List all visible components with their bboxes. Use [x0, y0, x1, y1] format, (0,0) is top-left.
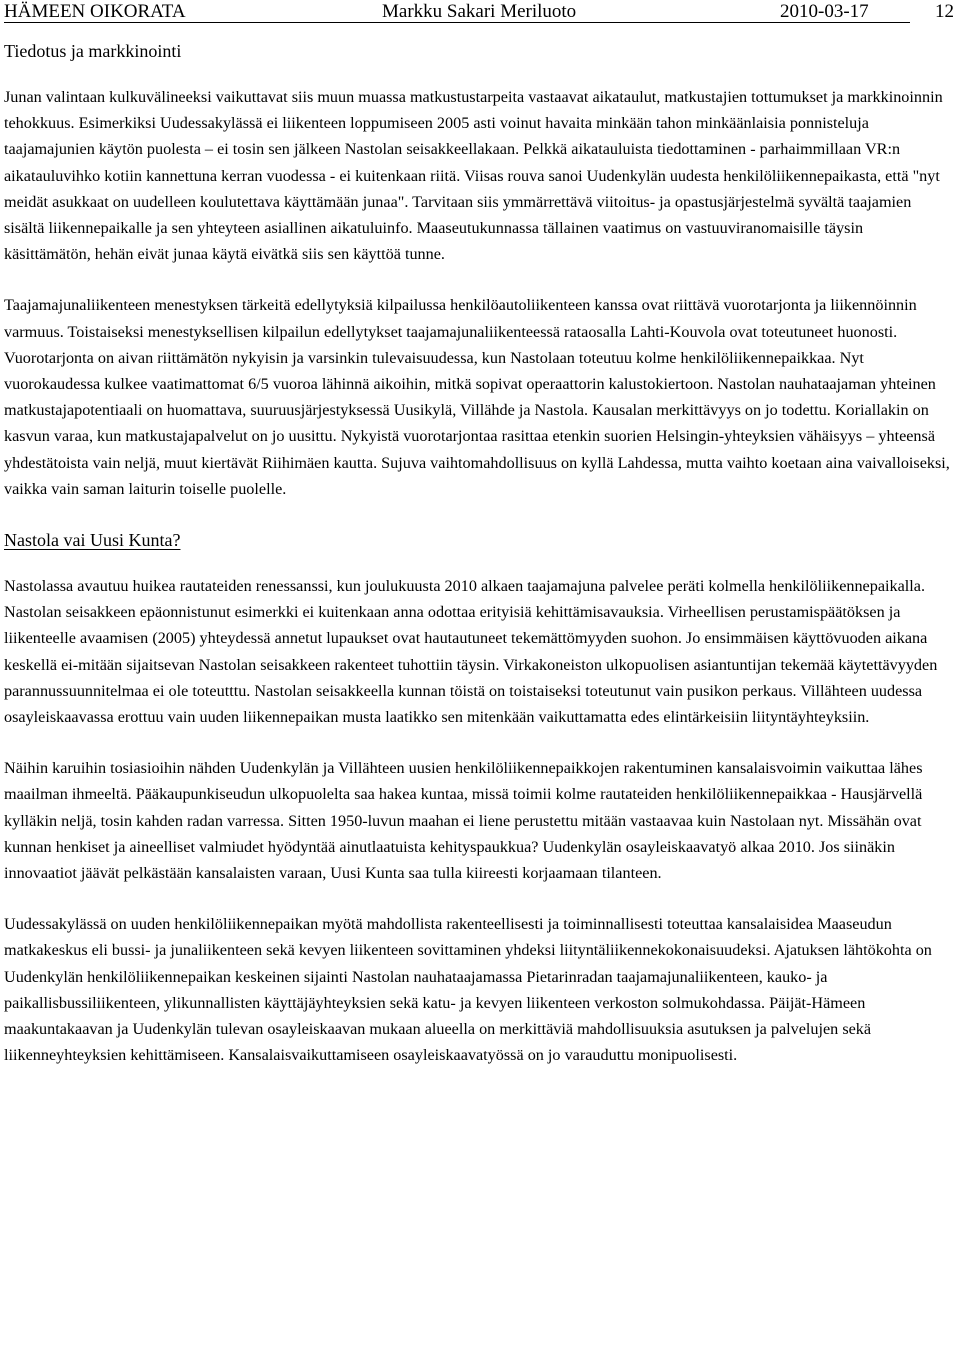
document-body — [4, 38, 952, 1094]
paragraph: Uudessakylässä on uuden henkilöliikennepaikan myötä mahdollista rakenteellisesti ja toiminnallisesti toteuttaa kansalaisidea Maaseudun matkakeskus eli bussi- ja junaliikenteen sekä kevyen liikenteen sovittaminen yhdeksi liityntäliikennekokonaisuudeksi. Ajatuksen lähtökohta on Uudenkylän henkilöliikennepaikan keskeinen sijainti Nastolan nauhataajamassa Pietarinradan taajamajunaliikenteen, kauko- ja paikallisbussiliikenteen, ylikunnallisten käyttäjäyhteyksien sekä katu- ja kevyen liikenteen verkoston solmukohdassa. Päijät-Hämeen maakuntakaavan ja Uudenkylän tulevan osayleiskaavan mukaan alueella on merkittäviä mahdollisuuksia asutuksen ja palvelujen sekä liikenneyhteyksien kehittämiseen. Kansalaisvaikuttamiseen osayleiskaavatyössä on jo varauduttu monipuolisesti. — [4, 915, 932, 1065]
paragraph: Näihin karuihin tosiasioihin nähden Uudenkylän ja Villähteen uusien henkilöliikennepaikkojen rakentuminen kansalaisvoimin vaikuttaa lähes maailman ihmeeltä. Pääkaupunkiseudun ulkopuolelta saa hakea kuntaa, missä toimii kolme rautateiden henkilöliikennepaikkaa - Hausjärvellä kylläkin neljä, tosin kahden radan varressa. Sitten 1950-luvun maahan ei liene perustettu mitään vastaavaa kuin Nastolaan nyt. Missähän ovat kunnan henkiset ja aineelliset valmiudet hyödyntää ainutlaatuista kehityspaukkua? Uudenkylän osayleiskaavatyö alkaa 2010. Jos siinäkin innovaatiot jäävät pelkästään kansalaisten varaan, Uusi Kunta saa tulla kiireesti korjaamaan tilanteen. — [4, 759, 923, 883]
header-author: Markku Sakari Meriluoto — [382, 1, 577, 22]
section-title: Tiedotus ja markkinointi — [4, 41, 182, 61]
page-header — [4, 0, 956, 24]
section-tiedotus — [4, 38, 952, 502]
header-divider — [4, 22, 910, 23]
paragraph: Junan valintaan kulkuvälineeksi vaikuttavat siis muun muassa matkustustarpeita vastaavat aikataulut, matkustajien tottumukset ja markkinoinnin tehokkuus. Esimerkiksi Uudessakylässä ei liikenteen loppumiseen 2005 asti voinut havaita minkään tahon minkäänlaisia ponnisteluja taajamajunien käytön puolesta – ei tosin sen jälkeen Nastolan seisakkeellakaan. Pelkkä aikatauluista tiedottaminen - parhaimmillaan VR:n aikatauluvihko kotiin kannettuna kerran vuodessa - ei kuitenkaan riitä. Viisas rouva sanoi Uudenkylän uudesta henkilöliikennepaikasta, että "nyt meidät asukkaat on uudelleen koulutettava käyttämään junaa". Tarvitaan siis ymmärrettävä viitoitus- ja opastusjärjestelmä syvältä taajamien sisältä liikennepaikalle ja sen yhteyteen asiallinen aikatuluinfo. Maaseutukunnassa tällainen vaatimus on vastuuviranomaisille täysin käsittämätön, hehän eivät junaa käytä eivätkä siis sen käyttöä tunne. — [4, 88, 943, 264]
paragraph: Taajamajunaliikenteen menestyksen tärkeitä edellytyksiä kilpailussa henkilöautoliikenteen kanssa ovat riittävä vuorotarjonta ja liikennöinnin varmuus. Toistaiseksi menestyksellisen kilpailun edellytykset taajamajunaliikenteessä rataosalla Lahti-Kouvola ovat toteutuneet huonosti. Vuorotarjonta on aivan riittämätön nykyisin ja varsinkin tulevaisuudessa, kun Nastolaan toteutuu kolme henkilöliikennepaikkaa. Nyt vuorokaudessa kulkee vaatimattomat 6/5 vuoroa lähinnä aikoihin, mitkä sopivat operaattorin kalustokiertoon. Nastolan nauhataajaman yhteinen matkustajapotentiaali on huomattava, suuruusjärjestyksessä Uusikylä, Villähde ja Nastola. Kausalan merkittävyys on jo todettu. Koriallakin on kasvun varaa, kun matkustajapalvelut on jo uusittu. Nykyistä vuorotarjontaa rasittaa etenkin suorien Helsingin-yhteyksien vähäisyys – yhteensä yhdestätoista vain neljä, muut kiertävät Riihimäen kautta. Sujuva vaihtomahdollisuus on kyllä Lahdessa, mutta vaihto koetaan aina vaivalloiseksi, vaikka vain saman laiturin toiselle puolelle. — [4, 296, 950, 498]
header-organization: HÄMEEN OIKORATA — [4, 1, 186, 22]
header-date: 2010-03-17 — [780, 1, 869, 22]
section-title: Nastola vai Uusi Kunta? — [4, 530, 181, 551]
section-nastola — [4, 527, 952, 1068]
page-number: 12 — [935, 1, 954, 22]
paragraph: Nastolassa avautuu huikea rautateiden renessanssi, kun joulukuusta 2010 alkaen taajamajuna palvelee peräti kolmella henkilöliikennepaikalla. Nastolan seisakkeen epäonnistunut esimerkki ei kuitenkaan anna odottaa erityisiä kehittämisavauksia. Virheellisen perustamispäätöksen ja liikenteelle avaamisen (2005) yhteydessä annetut lupaukset ovat hautautuneet tekemättömyyden suohon. Jo ensimmäisen käyttövuoden aikana keskellä ei-mitään sijaitsevan Nastolan seisakkeen rakenteet tuhottiin täysin. Virkakoneiston ulkopuolisen asiantuntijan tekemää käytettävyyden parannussuunnitelmaa ei ole toteutttu. Nastolan seisakkeella kunnan töistä on toistaiseksi toteutunut vain pusikon perkaus. Villähteen uudessa osayleiskaavassa erottuu vain uuden liikennepaikan musta laatikko sen mitenkään vaikuttamatta edes elintärkeisiin liityntäyhteyksiin. — [4, 577, 938, 727]
